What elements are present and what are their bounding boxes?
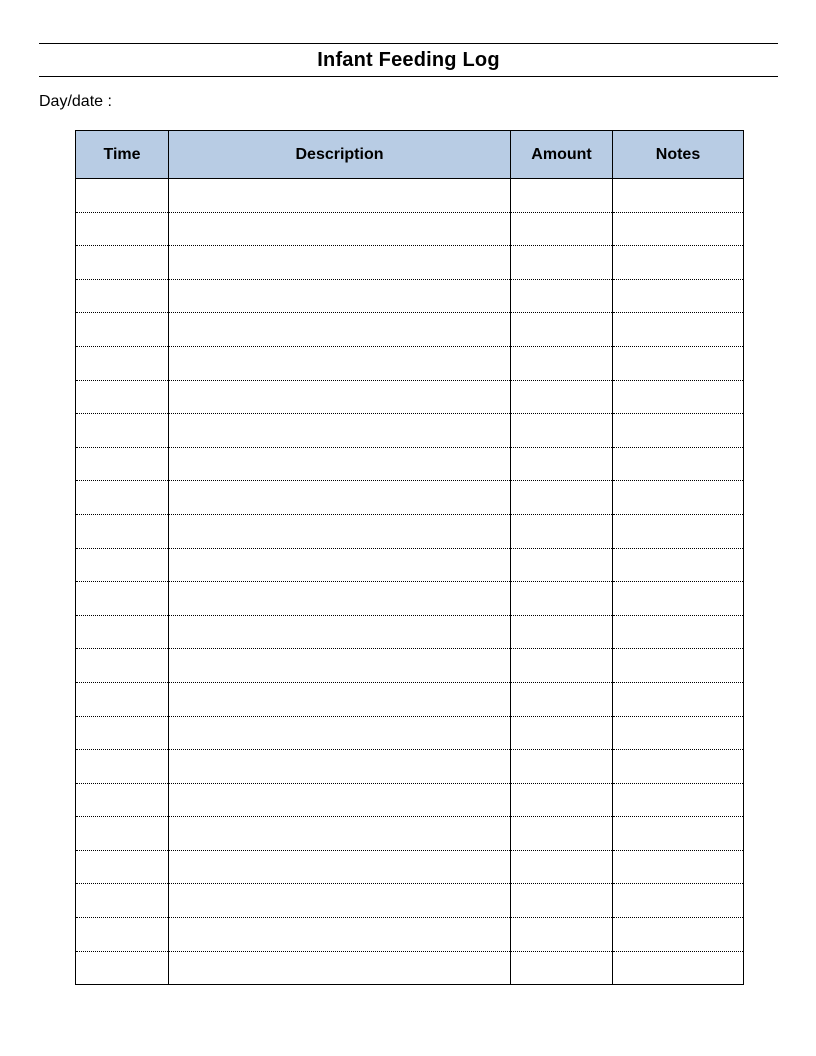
description-cell[interactable] xyxy=(169,817,511,851)
time-cell[interactable] xyxy=(76,279,169,313)
notes-cell[interactable] xyxy=(613,649,744,683)
description-cell[interactable] xyxy=(169,313,511,347)
amount-cell[interactable] xyxy=(511,279,613,313)
time-cell[interactable] xyxy=(76,783,169,817)
time-cell[interactable] xyxy=(76,750,169,784)
description-cell[interactable] xyxy=(169,447,511,481)
notes-cell[interactable] xyxy=(613,212,744,246)
notes-cell[interactable] xyxy=(613,615,744,649)
time-cell[interactable] xyxy=(76,481,169,515)
notes-cell[interactable] xyxy=(613,682,744,716)
table-row xyxy=(76,750,744,784)
table-row xyxy=(76,615,744,649)
header-description: Description xyxy=(169,131,511,179)
amount-cell[interactable] xyxy=(511,380,613,414)
amount-cell[interactable] xyxy=(511,918,613,952)
table-row xyxy=(76,918,744,952)
table-row xyxy=(76,649,744,683)
amount-cell[interactable] xyxy=(511,582,613,616)
description-cell[interactable] xyxy=(169,380,511,414)
description-cell[interactable] xyxy=(169,884,511,918)
amount-cell[interactable] xyxy=(511,313,613,347)
table-row xyxy=(76,212,744,246)
page-title: Infant Feeding Log xyxy=(317,48,500,71)
description-cell[interactable] xyxy=(169,649,511,683)
time-cell[interactable] xyxy=(76,716,169,750)
description-cell[interactable] xyxy=(169,481,511,515)
time-cell[interactable] xyxy=(76,649,169,683)
notes-cell[interactable] xyxy=(613,346,744,380)
time-cell[interactable] xyxy=(76,951,169,985)
amount-cell[interactable] xyxy=(511,951,613,985)
table-row xyxy=(76,716,744,750)
table-row xyxy=(76,279,744,313)
header-amount: Amount xyxy=(511,131,613,179)
description-cell[interactable] xyxy=(169,414,511,448)
table-row xyxy=(76,346,744,380)
amount-cell[interactable] xyxy=(511,783,613,817)
table-row xyxy=(76,783,744,817)
description-cell[interactable] xyxy=(169,179,511,213)
table-row xyxy=(76,850,744,884)
notes-cell[interactable] xyxy=(613,783,744,817)
table-row xyxy=(76,884,744,918)
table-body xyxy=(76,179,744,985)
notes-cell[interactable] xyxy=(613,380,744,414)
amount-cell[interactable] xyxy=(511,414,613,448)
time-cell[interactable] xyxy=(76,817,169,851)
table-row xyxy=(76,514,744,548)
description-cell[interactable] xyxy=(169,582,511,616)
description-cell[interactable] xyxy=(169,548,511,582)
description-cell[interactable] xyxy=(169,514,511,548)
amount-cell[interactable] xyxy=(511,481,613,515)
amount-cell[interactable] xyxy=(511,850,613,884)
description-cell[interactable] xyxy=(169,951,511,985)
description-cell[interactable] xyxy=(169,783,511,817)
time-cell[interactable] xyxy=(76,313,169,347)
amount-cell[interactable] xyxy=(511,615,613,649)
table-row xyxy=(76,380,744,414)
notes-cell[interactable] xyxy=(613,951,744,985)
time-cell[interactable] xyxy=(76,414,169,448)
notes-cell[interactable] xyxy=(613,884,744,918)
time-cell[interactable] xyxy=(76,212,169,246)
notes-cell[interactable] xyxy=(613,548,744,582)
table-row xyxy=(76,682,744,716)
notes-cell[interactable] xyxy=(613,750,744,784)
notes-cell[interactable] xyxy=(613,279,744,313)
table-row xyxy=(76,313,744,347)
amount-cell[interactable] xyxy=(511,750,613,784)
notes-cell[interactable] xyxy=(613,514,744,548)
notes-cell[interactable] xyxy=(613,447,744,481)
amount-cell[interactable] xyxy=(511,716,613,750)
description-cell[interactable] xyxy=(169,716,511,750)
time-cell[interactable] xyxy=(76,884,169,918)
time-cell[interactable] xyxy=(76,514,169,548)
table-row xyxy=(76,548,744,582)
notes-cell[interactable] xyxy=(613,582,744,616)
description-cell[interactable] xyxy=(169,615,511,649)
notes-cell[interactable] xyxy=(613,313,744,347)
time-cell[interactable] xyxy=(76,582,169,616)
notes-cell[interactable] xyxy=(613,918,744,952)
time-cell[interactable] xyxy=(76,615,169,649)
title-bar xyxy=(39,43,778,77)
notes-cell[interactable] xyxy=(613,481,744,515)
table-row xyxy=(76,481,744,515)
table-row xyxy=(76,246,744,280)
notes-cell[interactable] xyxy=(613,850,744,884)
description-cell[interactable] xyxy=(169,918,511,952)
amount-cell[interactable] xyxy=(511,649,613,683)
time-cell[interactable] xyxy=(76,682,169,716)
feeding-log-table xyxy=(75,130,744,985)
day-date-label: Day/date : xyxy=(39,93,112,110)
notes-cell[interactable] xyxy=(613,246,744,280)
notes-cell[interactable] xyxy=(613,716,744,750)
time-cell[interactable] xyxy=(76,179,169,213)
description-cell[interactable] xyxy=(169,212,511,246)
amount-cell[interactable] xyxy=(511,817,613,851)
description-cell[interactable] xyxy=(169,246,511,280)
table-row xyxy=(76,179,744,213)
time-cell[interactable] xyxy=(76,850,169,884)
table-row xyxy=(76,817,744,851)
time-cell[interactable] xyxy=(76,346,169,380)
amount-cell[interactable] xyxy=(511,212,613,246)
notes-cell[interactable] xyxy=(613,414,744,448)
header-time: Time xyxy=(76,131,169,179)
description-cell[interactable] xyxy=(169,850,511,884)
time-cell[interactable] xyxy=(76,246,169,280)
amount-cell[interactable] xyxy=(511,346,613,380)
amount-cell[interactable] xyxy=(511,179,613,213)
amount-cell[interactable] xyxy=(511,447,613,481)
time-cell[interactable] xyxy=(76,918,169,952)
table-row xyxy=(76,951,744,985)
description-cell[interactable] xyxy=(169,750,511,784)
amount-cell[interactable] xyxy=(511,884,613,918)
time-cell[interactable] xyxy=(76,380,169,414)
description-cell[interactable] xyxy=(169,682,511,716)
table-row xyxy=(76,582,744,616)
amount-cell[interactable] xyxy=(511,514,613,548)
notes-cell[interactable] xyxy=(613,179,744,213)
amount-cell[interactable] xyxy=(511,246,613,280)
time-cell[interactable] xyxy=(76,548,169,582)
amount-cell[interactable] xyxy=(511,682,613,716)
notes-cell[interactable] xyxy=(613,817,744,851)
description-cell[interactable] xyxy=(169,279,511,313)
table-header-row xyxy=(76,131,744,179)
table-row xyxy=(76,414,744,448)
amount-cell[interactable] xyxy=(511,548,613,582)
header-notes: Notes xyxy=(613,131,744,179)
time-cell[interactable] xyxy=(76,447,169,481)
table-row xyxy=(76,447,744,481)
description-cell[interactable] xyxy=(169,346,511,380)
